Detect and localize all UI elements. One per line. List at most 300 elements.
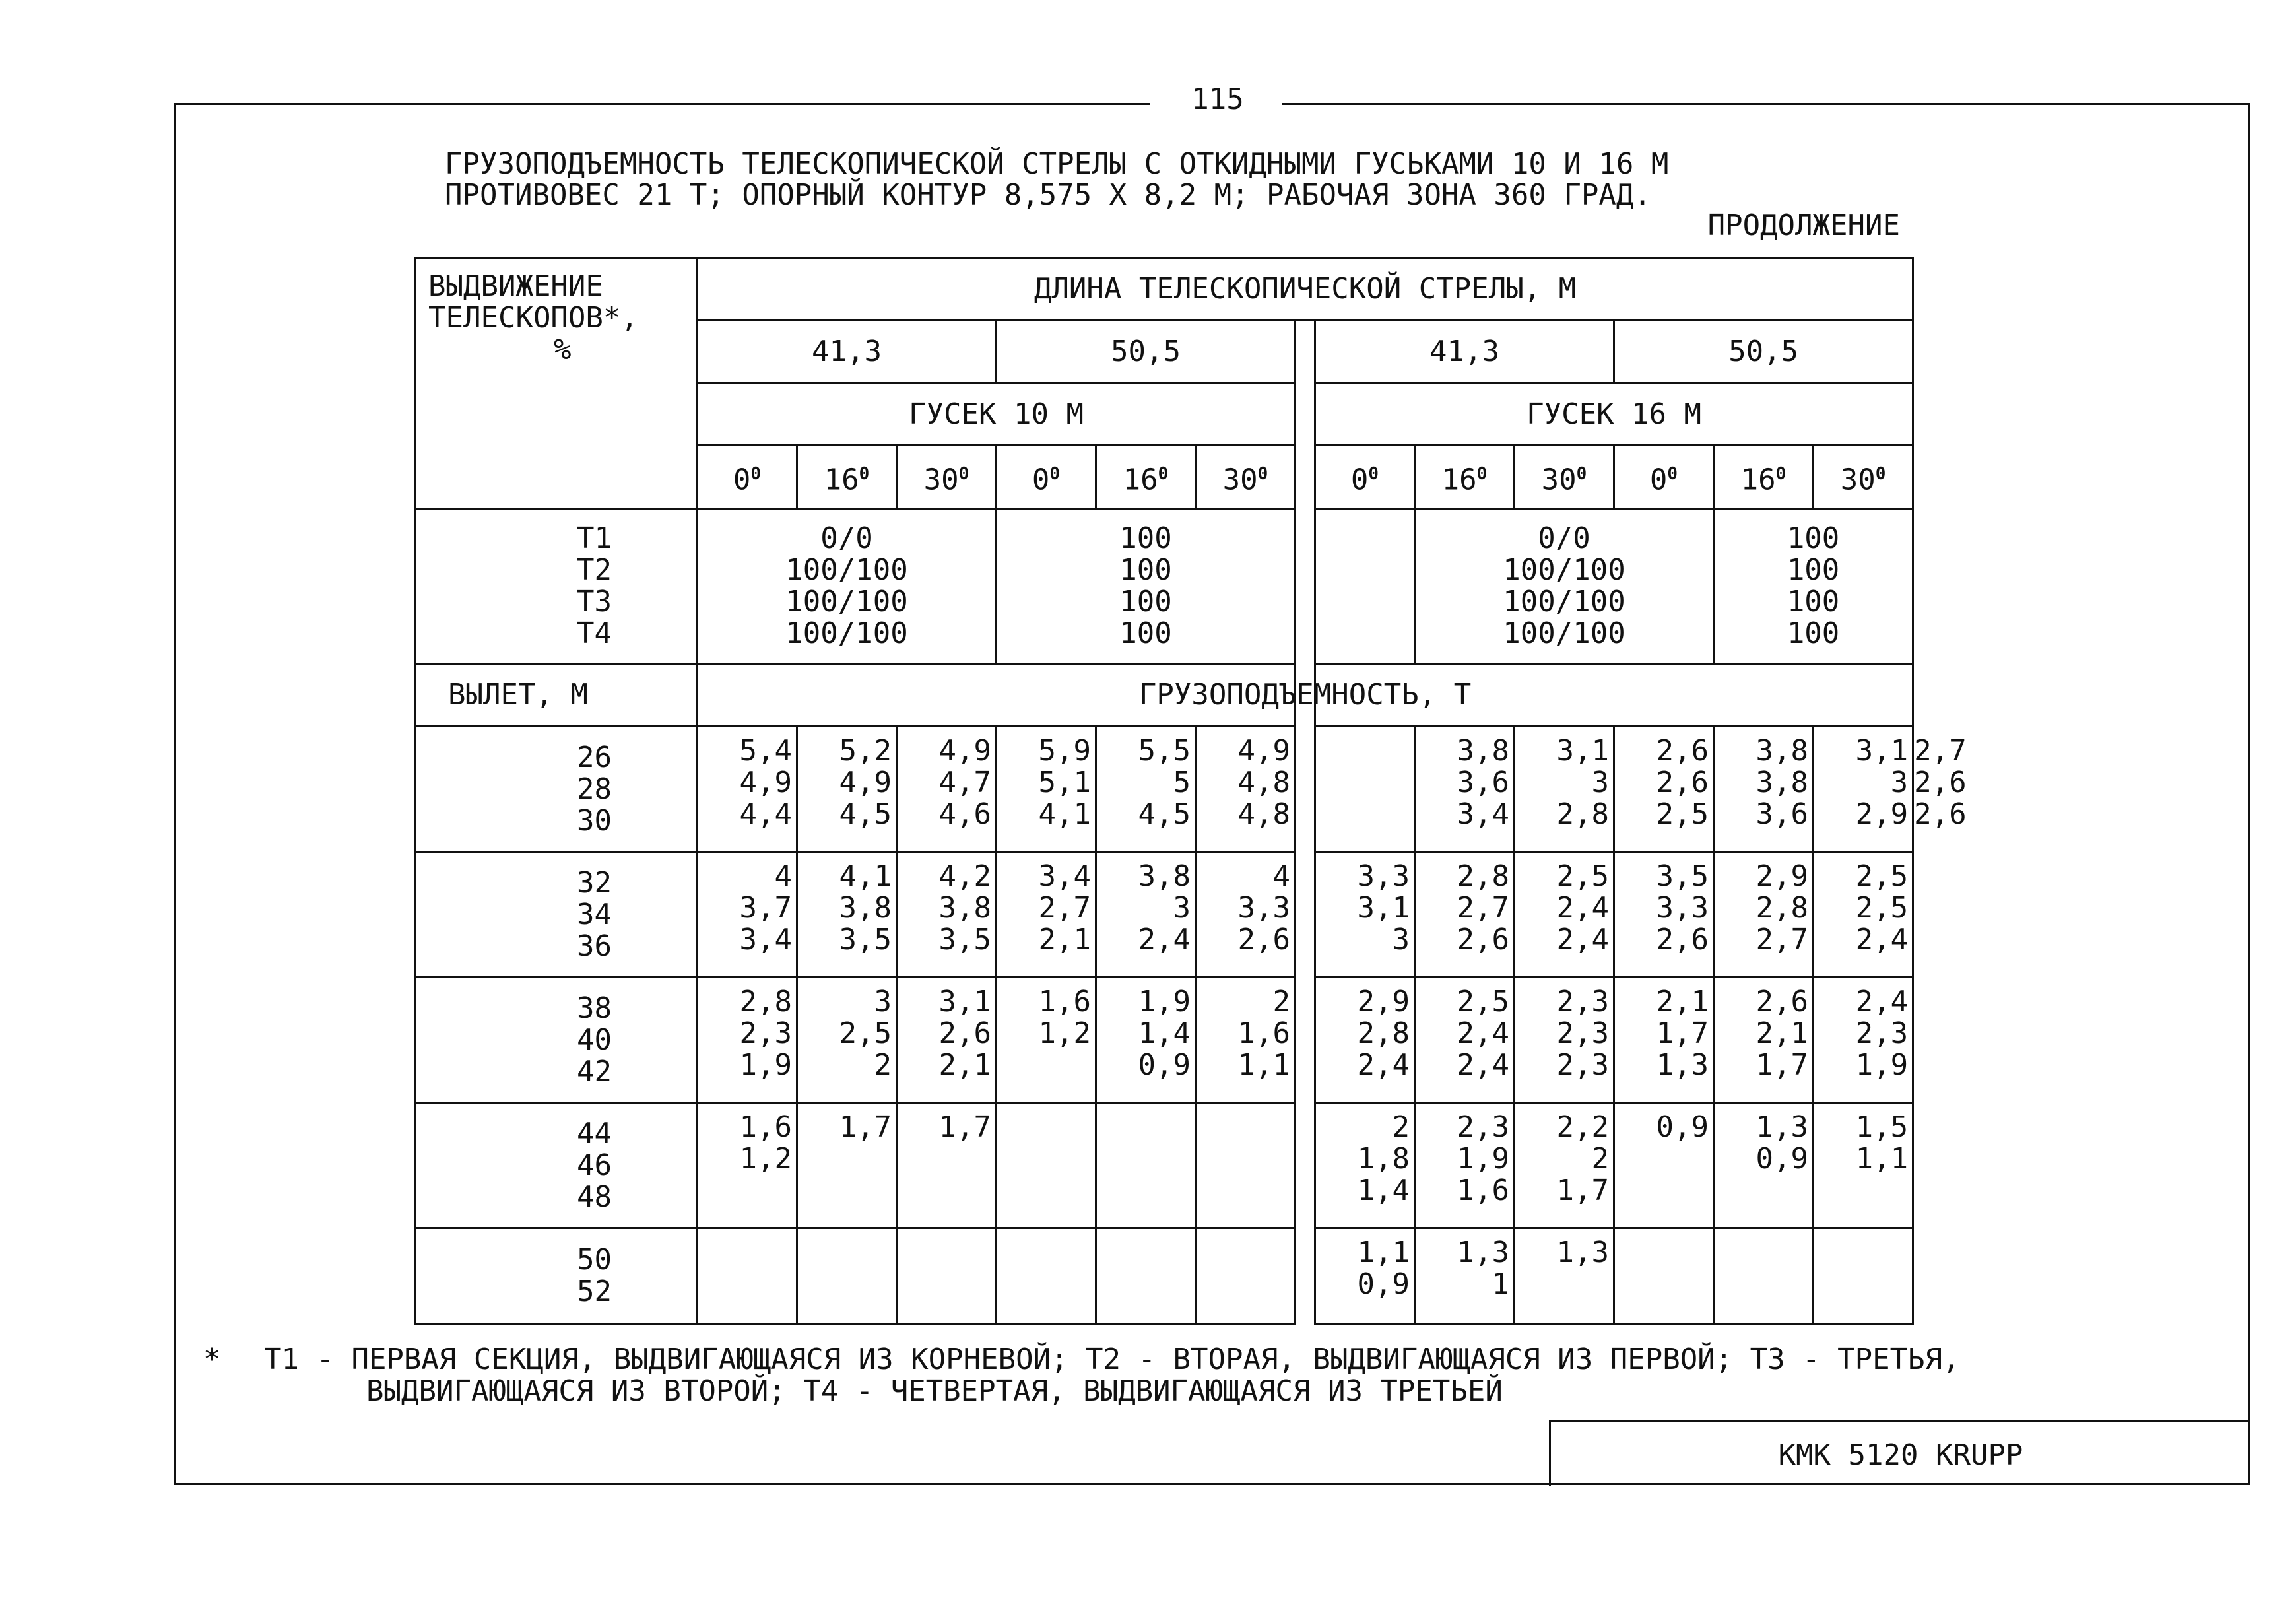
capacity-value: 1,7 <box>1755 1048 1808 1082</box>
capacity-value: 3,3 <box>1237 891 1290 925</box>
capacity-value: 4,9 <box>839 766 892 799</box>
angle-header <box>997 446 1096 509</box>
angle-header <box>1415 446 1515 509</box>
capacity-value: 3,6 <box>1755 797 1808 831</box>
angle-value: 16 <box>1441 463 1477 497</box>
boom-length-cell: 50,5 <box>1614 321 1913 383</box>
capacity-value <box>898 1143 995 1175</box>
capacity-value: 3,5 <box>938 923 991 956</box>
jib-divider <box>1296 852 1315 978</box>
table-title-line-2: ПРОТИВОВЕС 21 Т; ОПОРНЫЙ КОНТУР 8,575 Х 8,2 М; РАБОЧАЯ ЗОНА 360 ГРАД. <box>445 178 1651 212</box>
capacity-cell <box>797 978 897 1103</box>
capacity-cell <box>698 1228 797 1324</box>
capacity-value: 2,4 <box>1457 1048 1509 1082</box>
capacity-cell <box>1614 1228 1714 1324</box>
radius-value: 48 <box>577 1180 612 1214</box>
jib-divider <box>1315 727 1415 852</box>
capacity-cell <box>1415 852 1515 978</box>
capacity-cell <box>1196 1228 1296 1324</box>
angle-value: 30 <box>1541 463 1577 497</box>
capacity-value: 1,3 <box>1755 1110 1808 1144</box>
telescope-label: Т1 <box>577 521 612 555</box>
capacity-row-group <box>416 1228 1913 1324</box>
capacity-value: 5,2 <box>839 734 892 768</box>
capacity-value: 2,5 <box>1656 797 1709 831</box>
capacity-value <box>997 1143 1095 1175</box>
capacity-value: 2,6 <box>1656 923 1709 956</box>
capacity-value <box>698 1237 796 1269</box>
capacity-cell <box>1096 1228 1196 1324</box>
capacity-value: 5,1 <box>1038 766 1091 799</box>
capacity-value: 4,6 <box>938 797 991 831</box>
telescope-extension-value: 100/100 <box>1503 553 1625 587</box>
capacity-value <box>997 1112 1095 1143</box>
telescope-extension-value: 100/100 <box>1503 617 1625 650</box>
capacity-value: 2,3 <box>1556 1048 1609 1082</box>
capacity-cell <box>1814 978 1913 1103</box>
radius-cell <box>416 978 698 1103</box>
capacity-value: 3,3 <box>1357 859 1410 893</box>
capacity-cell <box>797 1228 897 1324</box>
capacity-value: 3 <box>874 985 892 1018</box>
capacity-value: 2,9 <box>1855 797 1909 831</box>
capacity-value: 2,6 <box>938 1017 991 1050</box>
capacity-cell <box>1714 1228 1814 1324</box>
extension-header-line: % <box>554 333 572 366</box>
stamp-text: КМК 5120 KRUPP <box>1778 1438 2023 1472</box>
capacity-value <box>1715 1237 1812 1269</box>
capacity-value: 2,7 <box>1914 734 1967 768</box>
radius-value: 26 <box>577 740 612 774</box>
angle-value: 0 <box>1649 463 1668 497</box>
capacity-value: 2,9 <box>1357 985 1410 1018</box>
capacity-value <box>1097 1112 1195 1143</box>
capacity-value: 2,4 <box>1556 923 1609 956</box>
capacity-cell <box>897 727 997 852</box>
capacity-value <box>1197 1143 1294 1175</box>
capacity-value: 3,7 <box>739 891 792 925</box>
capacity-cell <box>1315 978 1415 1103</box>
capacity-value: 2,4 <box>1138 923 1191 956</box>
capacity-value: 4,2 <box>938 859 991 893</box>
page-number: 115 <box>1191 83 1244 116</box>
angle-header <box>698 446 797 509</box>
capacity-cell <box>1196 1103 1296 1228</box>
capacity-value: 3,4 <box>1038 859 1091 893</box>
table-title-line-1: ГРУЗОПОДЪЕМНОСТЬ ТЕЛЕСКОПИЧЕСКОЙ СТРЕЛЫ С ОТКИДНЫМИ ГУСЬКАМИ 10 И 16 М <box>445 147 1669 181</box>
capacity-value: 3,8 <box>1138 859 1191 893</box>
frame-right <box>2248 103 2250 1485</box>
capacity-value: 3,4 <box>1457 797 1509 831</box>
boom-length-cell: 41,3 <box>698 321 997 383</box>
telescope-extension-value: 100 <box>1787 617 1840 650</box>
angle-value: 0 <box>1350 463 1369 497</box>
capacity-value <box>798 1175 896 1207</box>
degree-mark: 0 <box>1775 463 1787 484</box>
capacity-value: 3,8 <box>839 891 892 925</box>
capacity-value <box>1097 1269 1195 1300</box>
radius-value: 42 <box>577 1054 612 1088</box>
capacity-cell <box>1515 1228 1614 1324</box>
capacity-value: 3,5 <box>1656 859 1709 893</box>
angle-header <box>1614 446 1714 509</box>
capacity-value: 3,8 <box>1457 734 1509 768</box>
capacity-value <box>1197 1269 1294 1300</box>
boom-length-cell: 41,3 <box>1315 321 1614 383</box>
capacity-value: 1,7 <box>938 1110 991 1144</box>
radius-cell <box>416 1103 698 1228</box>
capacity-value: 1,4 <box>1138 1017 1191 1050</box>
capacity-value: 1,6 <box>1457 1174 1509 1207</box>
capacity-value: 2,9 <box>1755 859 1808 893</box>
capacity-value <box>1615 1269 1713 1300</box>
degree-mark: 0 <box>1576 463 1587 484</box>
angle-value: 16 <box>1740 463 1776 497</box>
capacity-value: 1,9 <box>1855 1048 1909 1082</box>
radius-value: 32 <box>577 865 612 900</box>
capacity-value <box>1097 1143 1195 1175</box>
capacity-value: 2,6 <box>1457 923 1509 956</box>
angle-value: 16 <box>824 463 859 497</box>
capacity-value: 4,8 <box>1237 766 1290 799</box>
capacity-value: 3,1 <box>1357 891 1410 925</box>
capacity-value: 4,7 <box>938 766 991 799</box>
capacity-value: 2,1 <box>938 1048 991 1082</box>
angle-header <box>797 446 897 509</box>
telescope-extension-value: 100 <box>1119 617 1172 650</box>
capacity-value: 4,9 <box>739 766 792 799</box>
capacity-cell <box>997 727 1096 852</box>
telescope-extension-value: 100/100 <box>785 553 908 587</box>
capacity-value: 3,5 <box>839 923 892 956</box>
telescope-extension-value: 100 <box>1787 521 1840 555</box>
capacity-row-group <box>416 727 1913 852</box>
capacity-row-group <box>416 1103 1913 1228</box>
telescope-extension-value: 100/100 <box>785 585 908 618</box>
angle-value: 0 <box>1032 463 1050 497</box>
capacity-value <box>1715 1269 1812 1300</box>
capacity-cell <box>698 1103 797 1228</box>
capacity-cell <box>1714 852 1814 978</box>
capacity-value: 2,8 <box>739 985 792 1018</box>
capacity-cell <box>1614 727 1714 852</box>
angle-header <box>1196 446 1296 509</box>
extension-header-line: ТЕЛЕСКОПОВ*, <box>428 301 638 335</box>
capacity-cell <box>698 852 797 978</box>
capacity-value <box>997 1050 1095 1081</box>
load-capacity-table <box>414 257 1967 1325</box>
capacity-value: 2,3 <box>739 1017 792 1050</box>
extension-header-line: ВЫДВИЖЕНИЕ <box>428 269 603 303</box>
telescope-extension-value: 100 <box>1119 553 1172 587</box>
capacity-value: 4,8 <box>1237 797 1290 831</box>
capacity-cell <box>1415 978 1515 1103</box>
angle-value: 30 <box>1840 463 1876 497</box>
capacity-value: 1,1 <box>1855 1142 1909 1176</box>
capacity-cell <box>1614 1103 1714 1228</box>
capacity-cell <box>897 1103 997 1228</box>
capacity-value: 1,8 <box>1357 1142 1410 1176</box>
capacity-value: 3 <box>1890 766 1909 799</box>
radius-cell <box>416 727 698 852</box>
telescope-extension-cell <box>698 509 997 664</box>
capacity-value: 3,4 <box>739 923 792 956</box>
capacity-value <box>997 1237 1095 1269</box>
capacity-value: 4 <box>1272 859 1290 893</box>
capacity-value: 2,8 <box>1357 1017 1410 1050</box>
capacity-value: 1,3 <box>1556 1236 1609 1269</box>
degree-mark: 0 <box>1476 463 1488 484</box>
capacity-value: 2,6 <box>1237 923 1290 956</box>
capacity-value <box>798 1143 896 1175</box>
capacity-cell <box>1614 978 1714 1103</box>
degree-mark: 0 <box>1049 463 1061 484</box>
capacity-value: 0,9 <box>1138 1048 1191 1082</box>
capacity-cell <box>1814 1103 1913 1228</box>
capacity-cell <box>1315 1228 1415 1324</box>
capacity-cell <box>1515 978 1614 1103</box>
capacity-value: 1,9 <box>1138 985 1191 1018</box>
capacity-value: 2,4 <box>1357 1048 1410 1082</box>
telescope-extension-cell <box>997 509 1296 664</box>
capacity-cell <box>1196 852 1296 978</box>
frame-top-left <box>174 103 1150 105</box>
capacity-value <box>1097 1237 1195 1269</box>
radius-value: 36 <box>577 929 612 963</box>
radius-value: 28 <box>577 772 612 806</box>
telescope-extension-cell <box>1714 509 1913 664</box>
capacity-value: 2,1 <box>1755 1017 1808 1050</box>
capacity-value <box>997 1269 1095 1300</box>
capacity-value <box>1814 1175 1912 1207</box>
capacity-value: 2,4 <box>1855 985 1909 1018</box>
capacity-value: 2,4 <box>1855 923 1909 956</box>
degree-mark: 0 <box>750 463 762 484</box>
capacity-value: 2,5 <box>1855 891 1909 925</box>
capacity-value: 2,5 <box>1457 985 1509 1018</box>
radius-value: 30 <box>577 803 612 838</box>
capacity-value: 2,7 <box>1755 923 1808 956</box>
capacity-value <box>1814 1269 1912 1300</box>
capacity-value: 1,3 <box>1457 1236 1509 1269</box>
capacity-value <box>898 1175 995 1207</box>
capacity-cell <box>698 727 797 852</box>
capacity-cell <box>1714 1103 1814 1228</box>
capacity-value <box>1615 1143 1713 1175</box>
telescope-extension-value: 0/0 <box>820 521 873 555</box>
capacity-value <box>1097 1175 1195 1207</box>
capacity-cell <box>1096 727 1196 852</box>
radius-value: 44 <box>577 1116 612 1150</box>
telescope-extension-value: 100/100 <box>785 617 908 650</box>
capacity-value <box>698 1269 796 1300</box>
capacity-cell <box>1714 978 1814 1103</box>
telescope-extension-value: 100 <box>1119 521 1172 555</box>
capacity-cell <box>1515 1103 1614 1228</box>
capacity-value: 1,2 <box>739 1142 792 1176</box>
capacity-value: 2,6 <box>1914 766 1967 799</box>
degree-mark: 0 <box>1667 463 1678 484</box>
capacity-value: 2,3 <box>1855 1017 1909 1050</box>
capacity-value <box>1615 1175 1713 1207</box>
radius-value: 34 <box>577 897 612 931</box>
capacity-cell <box>997 852 1096 978</box>
capacity-value: 1,2 <box>1038 1017 1091 1050</box>
telescope-labels-cell <box>416 509 698 664</box>
capacity-value: 1,1 <box>1237 1048 1290 1082</box>
capacity-value <box>1197 1175 1294 1207</box>
capacity-cell <box>1196 727 1296 852</box>
capacity-value: 1,4 <box>1357 1174 1410 1207</box>
capacity-cell <box>997 1103 1096 1228</box>
degree-mark: 0 <box>1368 463 1379 484</box>
capacity-value: 2 <box>1392 1110 1410 1144</box>
capacity-value: 2,1 <box>1038 923 1091 956</box>
angle-header <box>1096 446 1196 509</box>
angle-header <box>1714 446 1814 509</box>
capacity-value: 2,6 <box>1656 766 1709 799</box>
capacity-cell <box>1096 978 1196 1103</box>
continued-label: ПРОДОЛЖЕНИЕ <box>1707 209 1900 242</box>
capacity-value: 2,4 <box>1457 1017 1509 1050</box>
capacity-value <box>1615 1237 1713 1269</box>
telescope-label: Т3 <box>577 585 612 618</box>
title-block-stamp <box>1549 1420 2250 1486</box>
capacity-value: 5,5 <box>1138 734 1191 768</box>
capacity-value: 2 <box>1591 1142 1609 1176</box>
capacity-value: 3,1 <box>1556 734 1609 768</box>
capacity-value: 3,3 <box>1656 891 1709 925</box>
capacity-cell <box>1096 1103 1196 1228</box>
capacity-value <box>1197 1112 1294 1143</box>
jib-divider <box>1296 978 1315 1103</box>
telescope-label: Т2 <box>577 553 612 587</box>
radius-header: ВЫЛЕТ, М <box>416 664 698 727</box>
capacity-value: 2,8 <box>1556 797 1609 831</box>
capacity-cell <box>1415 727 1515 852</box>
radius-value: 38 <box>577 991 612 1025</box>
capacity-value: 1,6 <box>1237 1017 1290 1050</box>
capacity-header: ГРУЗОПОДЪЕМНОСТЬ, Т <box>698 664 1913 727</box>
degree-mark: 0 <box>1158 463 1169 484</box>
radius-cell <box>416 852 698 978</box>
capacity-value: 2,1 <box>1656 985 1709 1018</box>
capacity-value: 1 <box>1492 1267 1509 1301</box>
capacity-cell <box>897 852 997 978</box>
capacity-cell <box>997 978 1096 1103</box>
capacity-value <box>698 1175 796 1207</box>
capacity-value: 2,8 <box>1457 859 1509 893</box>
capacity-value <box>798 1237 896 1269</box>
capacity-value: 3,8 <box>1755 766 1808 799</box>
capacity-value: 1,9 <box>739 1048 792 1082</box>
jib-header-16m: ГУСЕК 16 М <box>1315 383 1913 446</box>
capacity-value: 1,7 <box>1656 1017 1709 1050</box>
capacity-value: 5,9 <box>1038 734 1091 768</box>
degree-mark: 0 <box>958 463 969 484</box>
capacity-value <box>898 1269 995 1300</box>
capacity-value <box>1515 1269 1613 1300</box>
capacity-value: 4,5 <box>1138 797 1191 831</box>
capacity-value: 3,1 <box>1855 734 1909 768</box>
angle-value: 30 <box>923 463 959 497</box>
capacity-cell <box>797 1103 897 1228</box>
capacity-value: 5,4 <box>739 734 792 768</box>
capacity-value: 2 <box>874 1048 892 1082</box>
capacity-value: 0,9 <box>1755 1142 1808 1176</box>
telescope-extension-value: 0/0 <box>1538 521 1591 555</box>
capacity-value: 4,4 <box>739 797 792 831</box>
capacity-value: 0,9 <box>1357 1267 1410 1301</box>
capacity-cell <box>1315 852 1415 978</box>
capacity-value: 3,8 <box>938 891 991 925</box>
capacity-value: 3 <box>1591 766 1609 799</box>
capacity-cell <box>797 852 897 978</box>
capacity-value: 2,6 <box>1656 734 1709 768</box>
footnote-line-2: ВЫДВИГАЮЩАЯСЯ ИЗ ВТОРОЙ; Т4 - ЧЕТВЕРТАЯ, ВЫДВИГАЮЩАЯСЯ ИЗ ТРЕТЬЕЙ <box>366 1374 1503 1408</box>
jib-divider <box>1296 321 1315 852</box>
telescope-label: Т4 <box>577 617 612 650</box>
angle-value: 16 <box>1123 463 1158 497</box>
capacity-cell <box>1096 852 1196 978</box>
angle-value: 30 <box>1222 463 1258 497</box>
capacity-cell <box>1714 727 1814 852</box>
capacity-row-group <box>416 852 1913 978</box>
frame-top-right <box>1282 103 2250 105</box>
capacity-value: 3,6 <box>1457 766 1509 799</box>
capacity-value: 1,3 <box>1656 1048 1709 1082</box>
degree-mark: 0 <box>1257 463 1268 484</box>
capacity-cell <box>997 1228 1096 1324</box>
angle-header <box>897 446 997 509</box>
capacity-value: 3,1 <box>938 985 991 1018</box>
capacity-value: 3 <box>1173 891 1191 925</box>
capacity-cell <box>897 978 997 1103</box>
capacity-cell <box>1196 978 1296 1103</box>
capacity-value: 1,7 <box>839 1110 892 1144</box>
telescope-extension-value: 100 <box>1787 553 1840 587</box>
capacity-value: 2,3 <box>1556 985 1609 1018</box>
capacity-value: 4,9 <box>1237 734 1290 768</box>
angle-header <box>1814 446 1913 509</box>
capacity-value: 2 <box>1272 985 1290 1018</box>
capacity-value: 2,6 <box>1755 985 1808 1018</box>
capacity-value: 4,1 <box>839 859 892 893</box>
extension-header-cell <box>416 258 698 509</box>
capacity-value: 1,9 <box>1457 1142 1509 1176</box>
radius-value: 50 <box>577 1243 612 1277</box>
radius-value: 40 <box>577 1022 612 1057</box>
boom-length-header: ДЛИНА ТЕЛЕСКОПИЧЕСКОЙ СТРЕЛЫ, М <box>698 258 1913 321</box>
boom-length-cell: 50,5 <box>997 321 1296 383</box>
telescope-extension-value: 100 <box>1787 585 1840 618</box>
angle-value: 0 <box>733 463 751 497</box>
capacity-cell <box>1415 1228 1515 1324</box>
capacity-value: 2,7 <box>1457 891 1509 925</box>
capacity-cell <box>1515 852 1614 978</box>
footnote-line-1: Т1 - ПЕРВАЯ СЕКЦИЯ, ВЫДВИГАЮЩАЯСЯ ИЗ КОРНЕВОЙ; Т2 - ВТОРАЯ, ВЫДВИГАЮЩАЯСЯ ИЗ ПЕРВОЙ; Т3 - ТРЕТЬЯ, <box>264 1343 1960 1376</box>
capacity-value: 2,5 <box>839 1017 892 1050</box>
capacity-value: 2,7 <box>1038 891 1091 925</box>
telescope-extension-value: 100/100 <box>1503 585 1625 618</box>
capacity-row-group <box>416 978 1913 1103</box>
degree-mark: 0 <box>1875 463 1886 484</box>
capacity-cell <box>1315 1103 1415 1228</box>
capacity-value <box>1197 1237 1294 1269</box>
capacity-cell <box>797 727 897 852</box>
capacity-cell <box>1515 727 1614 852</box>
capacity-value: 3,8 <box>1755 734 1808 768</box>
